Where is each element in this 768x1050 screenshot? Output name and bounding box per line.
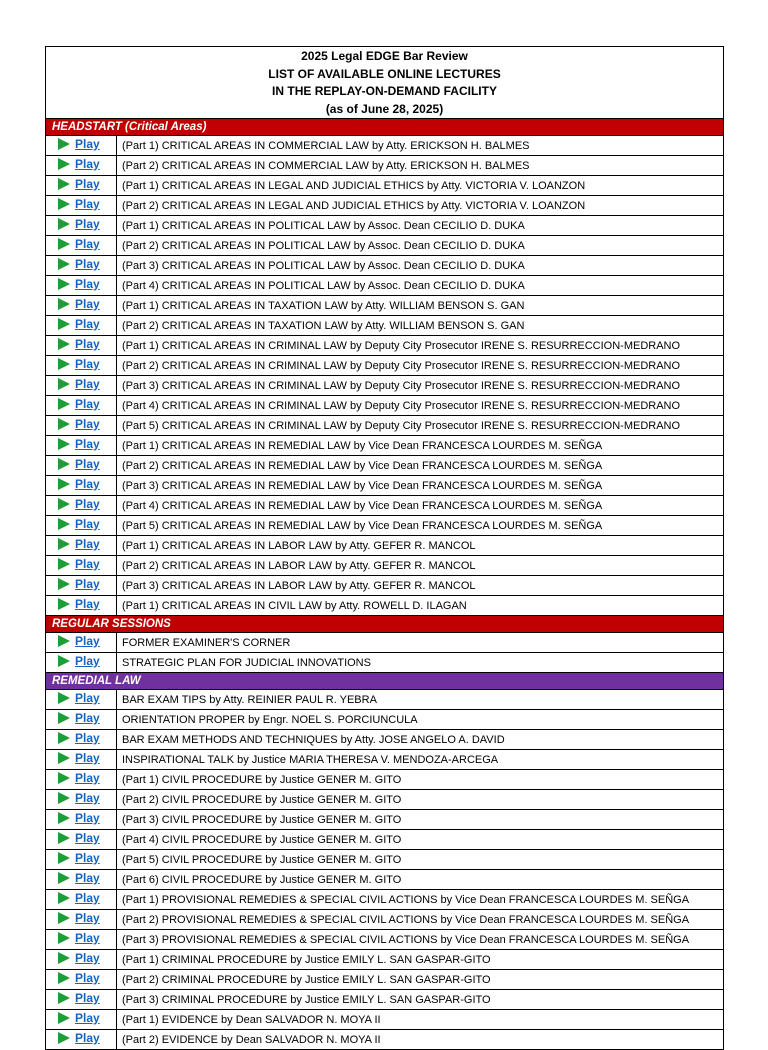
play-icon[interactable] (58, 338, 70, 350)
lecture-row (46, 930, 724, 950)
lecture-row (46, 256, 724, 276)
play-cell (46, 850, 117, 870)
lecture-title: (Part 6) CIVIL PROCEDURE by Justice GENER M. GITO (117, 870, 724, 890)
lecture-title: (Part 1) CRITICAL AREAS IN CRIMINAL LAW by Deputy City Prosecutor IRENE S. RESURRECCION-MEDRANO (117, 336, 724, 356)
lecture-row (46, 1030, 724, 1050)
play-link[interactable] (58, 436, 100, 452)
lecture-title: INSPIRATIONAL TALK by Justice MARIA THERESA V. MENDOZA-ARCEGA (117, 750, 724, 770)
play-cell (46, 176, 117, 196)
play-cell (46, 376, 117, 396)
play-link[interactable] (58, 890, 100, 906)
lecture-title: (Part 3) CRITICAL AREAS IN POLITICAL LAW by Assoc. Dean CECILIO D. DUKA (117, 256, 724, 276)
play-cell (46, 710, 117, 730)
lecture-title: BAR EXAM TIPS by Atty. REINIER PAUL R. YEBRA (117, 690, 724, 710)
play-label[interactable]: Play (75, 771, 100, 785)
play-icon[interactable] (58, 478, 70, 490)
play-icon[interactable] (58, 712, 70, 724)
play-link[interactable] (58, 990, 100, 1006)
section-header-row (46, 673, 724, 690)
play-cell (46, 296, 117, 316)
lecture-row (46, 216, 724, 236)
play-link[interactable] (58, 850, 100, 866)
play-link[interactable] (58, 276, 100, 292)
play-label[interactable]: Play (75, 691, 100, 705)
play-cell (46, 730, 117, 750)
play-label[interactable]: Play (75, 577, 100, 591)
lecture-row (46, 496, 724, 516)
play-icon[interactable] (58, 892, 70, 904)
play-label[interactable]: Play (75, 537, 100, 551)
play-icon[interactable] (58, 972, 70, 984)
play-label[interactable]: Play (75, 851, 100, 865)
play-icon[interactable] (58, 378, 70, 390)
lecture-row (46, 156, 724, 176)
lecture-title: (Part 2) EVIDENCE by Dean SALVADOR N. MOYA II (117, 1030, 724, 1050)
lecture-row (46, 276, 724, 296)
play-cell (46, 633, 117, 653)
play-label[interactable]: Play (75, 217, 100, 231)
play-icon[interactable] (58, 278, 70, 290)
lecture-row (46, 1010, 724, 1030)
lecture-row (46, 750, 724, 770)
play-icon[interactable] (58, 558, 70, 570)
play-link[interactable] (58, 556, 100, 572)
play-label[interactable]: Play (75, 477, 100, 491)
play-label[interactable]: Play (75, 177, 100, 191)
lecture-title: (Part 1) CRITICAL AREAS IN LABOR LAW by Atty. GEFER R. MANCOL (117, 536, 724, 556)
play-link[interactable] (58, 633, 100, 649)
section-title: REGULAR SESSIONS (46, 616, 724, 633)
play-icon[interactable] (58, 772, 70, 784)
play-link[interactable] (58, 376, 100, 392)
lecture-row (46, 136, 724, 156)
section-header-row (46, 616, 724, 633)
play-cell (46, 436, 117, 456)
play-link[interactable] (58, 653, 100, 669)
play-label[interactable]: Play (75, 811, 100, 825)
lecture-row (46, 476, 724, 496)
play-label[interactable]: Play (75, 197, 100, 211)
lecture-row (46, 176, 724, 196)
play-icon[interactable] (58, 438, 70, 450)
lecture-title: (Part 2) CRITICAL AREAS IN TAXATION LAW by Atty. WILLIAM BENSON S. GAN (117, 316, 724, 336)
play-label[interactable]: Play (75, 317, 100, 331)
lecture-row (46, 710, 724, 730)
lecture-row (46, 653, 724, 673)
lecture-row (46, 316, 724, 336)
lecture-title: (Part 5) CRITICAL AREAS IN CRIMINAL LAW by Deputy City Prosecutor IRENE S. RESURRECCION-MEDRANO (117, 416, 724, 436)
play-link[interactable] (58, 496, 100, 512)
lecture-title: (Part 3) CRITICAL AREAS IN LABOR LAW by Atty. GEFER R. MANCOL (117, 576, 724, 596)
play-cell (46, 970, 117, 990)
lecture-row (46, 356, 724, 376)
lecture-row (46, 456, 724, 476)
lecture-row (46, 416, 724, 436)
lecture-row (46, 950, 724, 970)
play-icon[interactable] (58, 518, 70, 530)
lecture-row (46, 633, 724, 653)
play-label[interactable]: Play (75, 891, 100, 905)
play-link[interactable] (58, 136, 100, 152)
play-cell (46, 576, 117, 596)
play-icon[interactable] (58, 1012, 70, 1024)
play-icon[interactable] (58, 598, 70, 610)
play-link[interactable] (58, 596, 100, 612)
lecture-row (46, 376, 724, 396)
play-link[interactable] (58, 516, 100, 532)
lecture-title: (Part 2) CRITICAL AREAS IN LABOR LAW by Atty. GEFER R. MANCOL (117, 556, 724, 576)
play-icon[interactable] (58, 298, 70, 310)
play-link[interactable] (58, 790, 100, 806)
lecture-row (46, 870, 724, 890)
play-cell (46, 770, 117, 790)
play-label[interactable]: Play (75, 337, 100, 351)
play-label[interactable]: Play (75, 871, 100, 885)
play-label[interactable]: Play (75, 971, 100, 985)
play-icon[interactable] (58, 832, 70, 844)
lecture-title: (Part 1) CRITICAL AREAS IN COMMERCIAL LAW by Atty. ERICKSON H. BALMES (117, 136, 724, 156)
play-cell (46, 810, 117, 830)
lecture-row (46, 810, 724, 830)
play-cell (46, 196, 117, 216)
play-link[interactable] (58, 1030, 100, 1046)
play-icon[interactable] (58, 238, 70, 250)
play-icon[interactable] (58, 992, 70, 1004)
play-icon[interactable] (58, 932, 70, 944)
lecture-title: (Part 2) CRIMINAL PROCEDURE by Justice EMILY L. SAN GASPAR-GITO (117, 970, 724, 990)
play-label[interactable]: Play (75, 731, 100, 745)
play-icon[interactable] (58, 258, 70, 270)
play-link[interactable] (58, 176, 100, 192)
play-link[interactable] (58, 810, 100, 826)
play-link[interactable] (58, 456, 100, 472)
play-link[interactable] (58, 910, 100, 926)
header-line-2: LIST OF AVAILABLE ONLINE LECTURES (268, 66, 501, 81)
lecture-row (46, 730, 724, 750)
play-label[interactable]: Play (75, 457, 100, 471)
play-label[interactable]: Play (75, 991, 100, 1005)
play-link[interactable] (58, 336, 100, 352)
lecture-title: (Part 2) CRITICAL AREAS IN REMEDIAL LAW by Vice Dean FRANCESCA LOURDES M. SEÑGA (117, 456, 724, 476)
lecture-title: (Part 1) CRITICAL AREAS IN CIVIL LAW by Atty. ROWELL D. ILAGAN (117, 596, 724, 616)
play-icon[interactable] (58, 418, 70, 430)
header-line-1: 2025 Legal EDGE Bar Review (301, 49, 468, 63)
play-link[interactable] (58, 296, 100, 312)
play-label[interactable]: Play (75, 397, 100, 411)
play-link[interactable] (58, 196, 100, 212)
play-cell (46, 136, 117, 156)
lecture-list-document (45, 46, 723, 1050)
play-cell (46, 236, 117, 256)
lecture-title: STRATEGIC PLAN FOR JUDICIAL INNOVATIONS (117, 653, 724, 673)
play-link[interactable] (58, 576, 100, 592)
lecture-title: (Part 3) PROVISIONAL REMEDIES & SPECIAL CIVIL ACTIONS by Vice Dean FRANCESCA LOURDES M. SEÑGA (117, 930, 724, 950)
play-icon[interactable] (58, 732, 70, 744)
play-label[interactable]: Play (75, 931, 100, 945)
play-icon[interactable] (58, 852, 70, 864)
play-cell (46, 750, 117, 770)
play-link[interactable] (58, 770, 100, 786)
play-icon[interactable] (58, 792, 70, 804)
play-label[interactable]: Play (75, 437, 100, 451)
play-icon[interactable] (58, 635, 70, 647)
play-cell (46, 830, 117, 850)
lecture-title: (Part 3) CRIMINAL PROCEDURE by Justice EMILY L. SAN GASPAR-GITO (117, 990, 724, 1010)
lecture-title: (Part 1) CRITICAL AREAS IN TAXATION LAW by Atty. WILLIAM BENSON S. GAN (117, 296, 724, 316)
play-link[interactable] (58, 930, 100, 946)
play-cell (46, 156, 117, 176)
lecture-row (46, 850, 724, 870)
play-label[interactable]: Play (75, 137, 100, 151)
play-icon[interactable] (58, 578, 70, 590)
play-cell (46, 870, 117, 890)
play-link[interactable] (58, 950, 100, 966)
play-icon[interactable] (58, 812, 70, 824)
document-header-row (46, 47, 724, 119)
play-link[interactable] (58, 356, 100, 372)
play-label[interactable]: Play (75, 1011, 100, 1025)
play-label[interactable]: Play (75, 237, 100, 251)
play-cell (46, 690, 117, 710)
lecture-title: (Part 1) PROVISIONAL REMEDIES & SPECIAL CIVIL ACTIONS by Vice Dean FRANCESCA LOURDES M. SEÑGA (117, 890, 724, 910)
header-line-4: (as of June 28, 2025) (325, 101, 444, 116)
lecture-row (46, 596, 724, 616)
lecture-row (46, 770, 724, 790)
play-label[interactable]: Play (75, 357, 100, 371)
lecture-row (46, 296, 724, 316)
play-link[interactable] (58, 710, 100, 726)
play-label[interactable]: Play (75, 791, 100, 805)
play-cell (46, 556, 117, 576)
play-cell (46, 950, 117, 970)
lecture-row (46, 890, 724, 910)
lecture-title: (Part 1) CRITICAL AREAS IN POLITICAL LAW by Assoc. Dean CECILIO D. DUKA (117, 216, 724, 236)
play-cell (46, 990, 117, 1010)
play-link[interactable] (58, 316, 100, 332)
lecture-row (46, 236, 724, 256)
play-cell (46, 336, 117, 356)
play-icon[interactable] (58, 178, 70, 190)
play-link[interactable] (58, 536, 100, 552)
lecture-title: (Part 2) CRITICAL AREAS IN COMMERCIAL LAW by Atty. ERICKSON H. BALMES (117, 156, 724, 176)
play-label[interactable]: Play (75, 751, 100, 765)
play-cell (46, 476, 117, 496)
play-cell (46, 256, 117, 276)
play-link[interactable] (58, 750, 100, 766)
lecture-row (46, 830, 724, 850)
play-icon[interactable] (58, 218, 70, 230)
play-icon[interactable] (58, 358, 70, 370)
play-label[interactable]: Play (75, 517, 100, 531)
lecture-title: (Part 3) CRITICAL AREAS IN REMEDIAL LAW by Vice Dean FRANCESCA LOURDES M. SEÑGA (117, 476, 724, 496)
play-icon[interactable] (58, 912, 70, 924)
play-link[interactable] (58, 970, 100, 986)
play-link[interactable] (58, 236, 100, 252)
play-link[interactable] (58, 416, 100, 432)
lecture-title: (Part 3) CRITICAL AREAS IN CRIMINAL LAW by Deputy City Prosecutor IRENE S. RESURRECCION-MEDRANO (117, 376, 724, 396)
play-label[interactable]: Play (75, 911, 100, 925)
lecture-row (46, 790, 724, 810)
play-link[interactable] (58, 216, 100, 232)
play-link[interactable] (58, 830, 100, 846)
play-label[interactable]: Play (75, 257, 100, 271)
lecture-row (46, 910, 724, 930)
play-icon[interactable] (58, 398, 70, 410)
lecture-title: (Part 2) CIVIL PROCEDURE by Justice GENER M. GITO (117, 790, 724, 810)
play-icon[interactable] (58, 872, 70, 884)
lecture-row (46, 990, 724, 1010)
play-cell (46, 316, 117, 336)
play-cell (46, 596, 117, 616)
header-line-3: IN THE REPLAY-ON-DEMAND FACILITY (272, 84, 497, 98)
play-cell (46, 653, 117, 673)
play-label[interactable]: Play (75, 277, 100, 291)
play-cell (46, 536, 117, 556)
lecture-row (46, 196, 724, 216)
play-icon[interactable] (58, 498, 70, 510)
play-label[interactable]: Play (75, 377, 100, 391)
play-label[interactable]: Play (75, 711, 100, 725)
lecture-title: (Part 5) CIVIL PROCEDURE by Justice GENER M. GITO (117, 850, 724, 870)
play-label[interactable]: Play (75, 497, 100, 511)
play-label[interactable]: Play (75, 1031, 100, 1045)
play-icon[interactable] (58, 952, 70, 964)
play-label[interactable]: Play (75, 157, 100, 171)
play-icon[interactable] (58, 538, 70, 550)
lecture-title: (Part 4) CRITICAL AREAS IN POLITICAL LAW by Assoc. Dean CECILIO D. DUKA (117, 276, 724, 296)
play-cell (46, 216, 117, 236)
play-cell (46, 276, 117, 296)
section-header-row (46, 119, 724, 136)
lecture-row (46, 336, 724, 356)
lecture-title: (Part 2) PROVISIONAL REMEDIES & SPECIAL CIVIL ACTIONS by Vice Dean FRANCESCA LOURDES M. SEÑGA (117, 910, 724, 930)
lecture-row (46, 396, 724, 416)
play-link[interactable] (58, 156, 100, 172)
play-icon[interactable] (58, 138, 70, 150)
play-cell (46, 790, 117, 810)
play-link[interactable] (58, 396, 100, 412)
play-icon[interactable] (58, 692, 70, 704)
play-label[interactable]: Play (75, 597, 100, 611)
lecture-row (46, 576, 724, 596)
play-cell (46, 416, 117, 436)
play-icon[interactable] (58, 158, 70, 170)
play-cell (46, 930, 117, 950)
lecture-title: (Part 1) CIVIL PROCEDURE by Justice GENER M. GITO (117, 770, 724, 790)
play-label[interactable]: Play (75, 297, 100, 311)
section-title: REMEDIAL LAW (46, 673, 724, 690)
play-link[interactable] (58, 476, 100, 492)
play-icon[interactable] (58, 318, 70, 330)
lecture-title: (Part 4) CRITICAL AREAS IN REMEDIAL LAW by Vice Dean FRANCESCA LOURDES M. SEÑGA (117, 496, 724, 516)
play-label[interactable]: Play (75, 831, 100, 845)
lecture-row (46, 536, 724, 556)
lecture-row (46, 436, 724, 456)
play-icon[interactable] (58, 198, 70, 210)
play-label[interactable]: Play (75, 951, 100, 965)
play-icon[interactable] (58, 1032, 70, 1044)
lecture-title: (Part 2) CRITICAL AREAS IN CRIMINAL LAW by Deputy City Prosecutor IRENE S. RESURRECCION-MEDRANO (117, 356, 724, 376)
lecture-title: (Part 1) CRIMINAL PROCEDURE by Justice EMILY L. SAN GASPAR-GITO (117, 950, 724, 970)
play-cell (46, 456, 117, 476)
lecture-title: BAR EXAM METHODS AND TECHNIQUES by Atty. JOSE ANGELO A. DAVID (117, 730, 724, 750)
lecture-title: (Part 4) CRITICAL AREAS IN CRIMINAL LAW by Deputy City Prosecutor IRENE S. RESURRECCION-MEDRANO (117, 396, 724, 416)
play-cell (46, 396, 117, 416)
lecture-title: ORIENTATION PROPER by Engr. NOEL S. PORCIUNCULA (117, 710, 724, 730)
play-link[interactable] (58, 256, 100, 272)
document-header (46, 47, 724, 119)
lecture-row (46, 690, 724, 710)
lecture-title: (Part 5) CRITICAL AREAS IN REMEDIAL LAW by Vice Dean FRANCESCA LOURDES M. SEÑGA (117, 516, 724, 536)
play-label[interactable]: Play (75, 654, 100, 668)
play-cell (46, 890, 117, 910)
lecture-title: (Part 1) CRITICAL AREAS IN REMEDIAL LAW by Vice Dean FRANCESCA LOURDES M. SEÑGA (117, 436, 724, 456)
play-cell (46, 356, 117, 376)
lecture-row (46, 516, 724, 536)
play-cell (46, 496, 117, 516)
lecture-table (45, 46, 724, 1050)
play-cell (46, 516, 117, 536)
play-link[interactable] (58, 870, 100, 886)
play-cell (46, 1030, 117, 1050)
section-title: HEADSTART (Critical Areas) (46, 119, 724, 136)
play-cell (46, 1010, 117, 1030)
play-label[interactable]: Play (75, 634, 100, 648)
lecture-title: (Part 3) CIVIL PROCEDURE by Justice GENER M. GITO (117, 810, 724, 830)
lecture-title: FORMER EXAMINER'S CORNER (117, 633, 724, 653)
lecture-title: (Part 2) CRITICAL AREAS IN POLITICAL LAW by Assoc. Dean CECILIO D. DUKA (117, 236, 724, 256)
play-icon[interactable] (58, 655, 70, 667)
lecture-row (46, 556, 724, 576)
lecture-title: (Part 2) CRITICAL AREAS IN LEGAL AND JUDICIAL ETHICS by Atty. VICTORIA V. LOANZON (117, 196, 724, 216)
play-cell (46, 910, 117, 930)
play-link[interactable] (58, 730, 100, 746)
play-link[interactable] (58, 690, 100, 706)
lecture-row (46, 970, 724, 990)
play-label[interactable]: Play (75, 557, 100, 571)
play-icon[interactable] (58, 458, 70, 470)
play-icon[interactable] (58, 752, 70, 764)
lecture-title: (Part 1) EVIDENCE by Dean SALVADOR N. MOYA II (117, 1010, 724, 1030)
lecture-title: (Part 4) CIVIL PROCEDURE by Justice GENER M. GITO (117, 830, 724, 850)
lecture-title: (Part 1) CRITICAL AREAS IN LEGAL AND JUDICIAL ETHICS by Atty. VICTORIA V. LOANZON (117, 176, 724, 196)
play-label[interactable]: Play (75, 417, 100, 431)
